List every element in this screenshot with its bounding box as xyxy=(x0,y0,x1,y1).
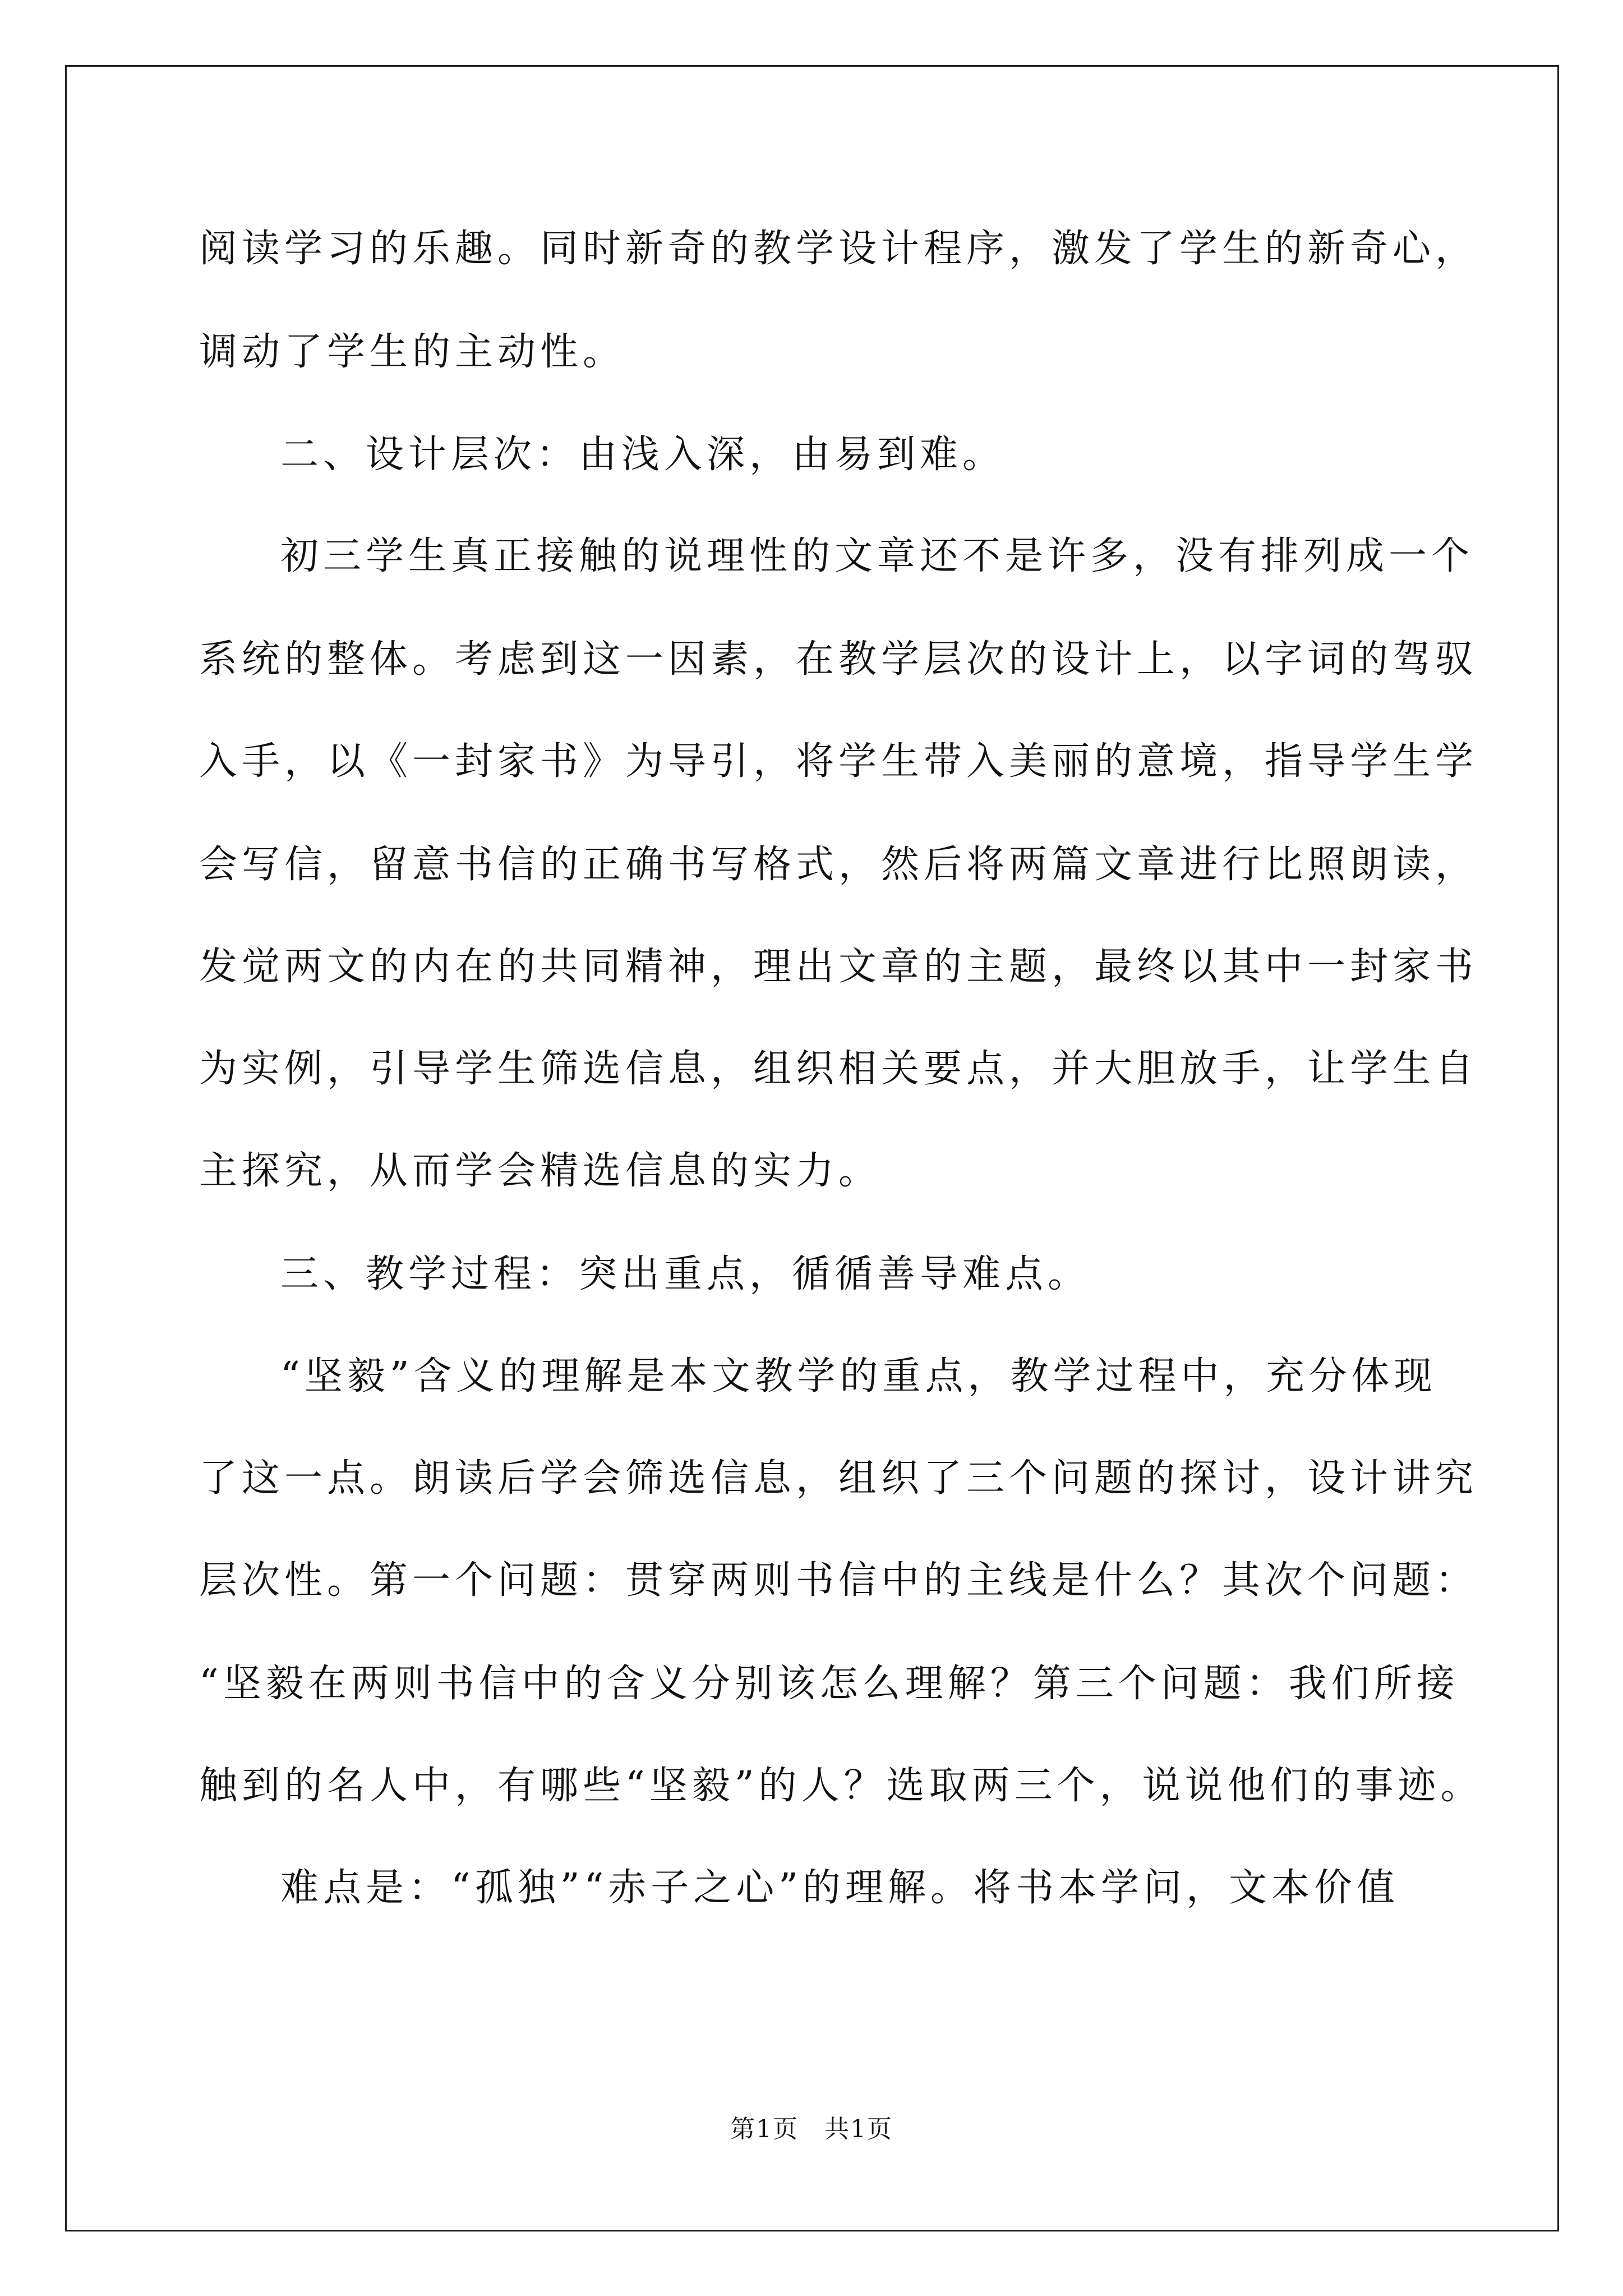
text-line: 阅读学习的乐趣。同时新奇的教学设计程序，激发了学生的新奇心， xyxy=(199,227,1478,271)
text-line: 会写信，留意书信的正确书写格式，然后将两篇文章进行比照朗读， xyxy=(199,843,1478,887)
text-line: 调动了学生的主动性。 xyxy=(199,330,626,374)
text-line: 了这一点。朗读后学会筛选信息，组织了三个问题的探讨，设计讲究 xyxy=(199,1456,1478,1501)
text-line: 为实例，引导学生筛选信息，组织相关要点，并大胆放手，让学生自 xyxy=(199,1047,1478,1091)
page-number: 第1页 共1页 xyxy=(730,2115,893,2143)
text-line: 系统的整体。考虑到这一因素，在教学层次的设计上，以字词的驾驭 xyxy=(199,637,1478,682)
text-line: 层次性。第一个问题：贯穿两则书信中的主线是什么？其次个问题： xyxy=(199,1558,1478,1603)
text-line: 入手，以《一封家书》为导引，将学生带入美丽的意境，指导学生学 xyxy=(199,739,1478,784)
text-line: 触到的名人中，有哪些“坚毅”的人？选取两三个，说说他们的事迹。 xyxy=(199,1764,1483,1808)
text-line: “坚毅”含义的理解是本文教学的重点，教学过程中，充分体现 xyxy=(280,1354,1437,1398)
text-line: “坚毅在两则书信中的含义分别该怎么理解？第三个问题：我们所接 xyxy=(199,1662,1459,1706)
text-line: 主探究，从而学会精选信息的实力。 xyxy=(199,1149,882,1193)
section-heading: 二、设计层次：由浅入深，由易到难。 xyxy=(280,432,1006,477)
text-line: 发觉两文的内在的共同精神，理出文章的主题，最终以其中一封家书 xyxy=(199,945,1478,989)
text-line: 初三学生真正接触的说理性的文章还不是许多，没有排列成一个 xyxy=(280,534,1474,578)
text-line: 难点是：“孤独”“赤子之心”的理解。将书本学问，文本价值 xyxy=(280,1866,1400,1910)
section-heading: 三、教学过程：突出重点，循循善导难点。 xyxy=(280,1252,1091,1296)
